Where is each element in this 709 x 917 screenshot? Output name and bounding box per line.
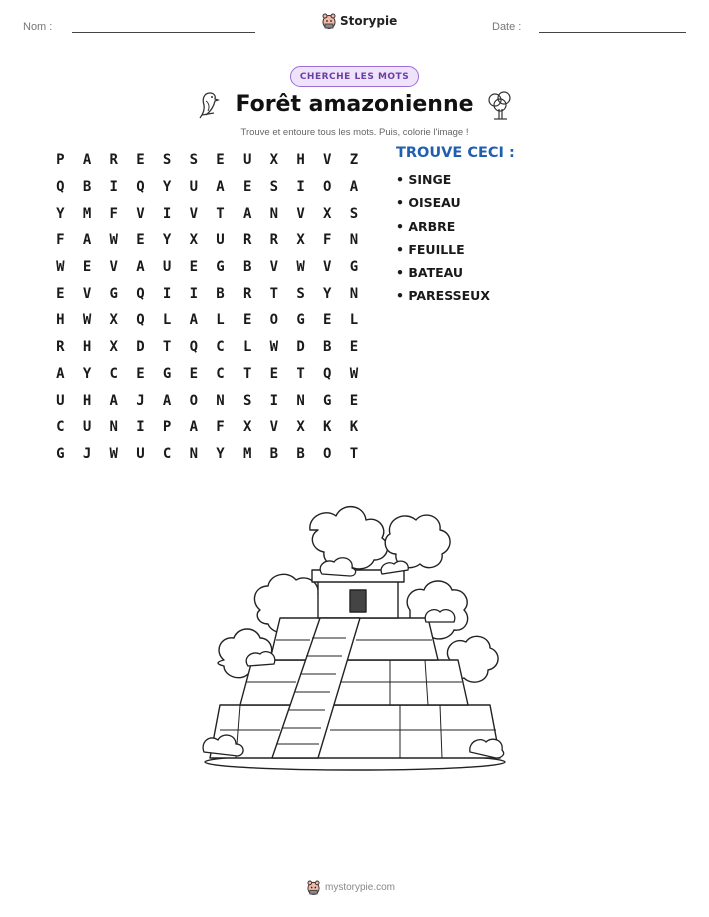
grid-cell[interactable]: U: [82, 419, 92, 436]
grid-cell[interactable]: B: [323, 339, 332, 356]
grid-cell[interactable]: R: [269, 232, 279, 249]
grid-cell[interactable]: G: [109, 285, 118, 302]
page-title: Forêt amazonienne: [235, 92, 474, 117]
grid-cell[interactable]: S: [189, 152, 198, 169]
grid-cell[interactable]: E: [189, 365, 198, 382]
word-item: • SINGE: [396, 172, 452, 187]
grid-cell[interactable]: A: [109, 392, 118, 409]
grid-cell[interactable]: W: [349, 365, 359, 382]
grid-cell[interactable]: N: [349, 285, 359, 302]
grid-cell[interactable]: E: [82, 259, 92, 276]
grid-cell[interactable]: Y: [162, 232, 172, 249]
grid-cell[interactable]: A: [136, 259, 145, 276]
grid-cell[interactable]: E: [136, 365, 145, 382]
grid-cell[interactable]: L: [349, 312, 359, 329]
grid-cell[interactable]: S: [296, 285, 305, 302]
grid-cell[interactable]: G: [56, 445, 65, 462]
word-item: • FEUILLE: [396, 241, 465, 257]
grid-cell[interactable]: U: [242, 152, 252, 169]
grid-cell[interactable]: D: [136, 339, 145, 356]
grid-cell[interactable]: D: [296, 339, 305, 356]
word-item: • ARBRE: [396, 218, 456, 234]
grid-cell[interactable]: N: [216, 392, 225, 409]
grid-cell[interactable]: B: [216, 285, 225, 302]
grid-cell[interactable]: Y: [82, 365, 92, 382]
grid-cell[interactable]: P: [162, 419, 172, 436]
grid-cell[interactable]: O: [189, 392, 198, 409]
grid-cell[interactable]: T: [349, 445, 359, 462]
grid-cell[interactable]: X: [323, 205, 332, 222]
grid-cell[interactable]: F: [323, 232, 332, 249]
grid-cell[interactable]: N: [109, 419, 118, 436]
grid-cell[interactable]: Y: [323, 285, 332, 302]
grid-cell[interactable]: W: [269, 339, 279, 356]
footer: [307, 880, 395, 895]
grid-cell[interactable]: E: [269, 365, 279, 382]
grid-cell[interactable]: P: [56, 152, 65, 169]
grid-cell[interactable]: T: [296, 365, 305, 382]
grid-cell[interactable]: Q: [136, 312, 145, 329]
name-label: Nom :: [23, 21, 53, 33]
grid-cell[interactable]: Y: [216, 445, 225, 462]
grid-cell[interactable]: A: [242, 205, 252, 222]
grid-cell[interactable]: E: [136, 152, 145, 169]
grid-cell[interactable]: E: [349, 339, 359, 356]
grid-cell[interactable]: A: [82, 152, 92, 169]
grid-cell[interactable]: L: [242, 339, 252, 356]
grid-cell[interactable]: G: [349, 259, 359, 276]
grid-cell[interactable]: W: [109, 445, 118, 462]
grid-cell[interactable]: T: [162, 339, 172, 356]
grid-cell[interactable]: S: [162, 152, 172, 169]
storypie-mascot-icon: [322, 13, 336, 29]
grid-cell[interactable]: S: [269, 179, 279, 196]
grid-cell[interactable]: M: [242, 445, 252, 462]
grid-cell[interactable]: T: [242, 365, 252, 382]
grid-cell[interactable]: C: [109, 365, 118, 382]
grid-cell[interactable]: I: [162, 205, 172, 222]
grid-cell[interactable]: A: [56, 365, 65, 382]
grid-cell[interactable]: V: [109, 259, 118, 276]
grid-cell[interactable]: E: [349, 392, 359, 409]
grid-cell[interactable]: C: [216, 339, 225, 356]
grid-cell[interactable]: E: [216, 152, 225, 169]
grid-cell[interactable]: T: [216, 205, 225, 222]
grid-cell[interactable]: F: [109, 205, 118, 222]
grid-cell[interactable]: I: [189, 285, 198, 302]
grid-cell[interactable]: O: [269, 312, 279, 329]
grid-cell[interactable]: A: [216, 179, 225, 196]
grid-cell[interactable]: V: [269, 259, 279, 276]
grid-cell[interactable]: L: [216, 312, 225, 329]
grid-cell[interactable]: E: [242, 312, 252, 329]
grid-cell[interactable]: H: [82, 392, 92, 409]
grid-cell[interactable]: M: [82, 205, 92, 222]
grid-cell[interactable]: L: [162, 312, 172, 329]
grid-cell[interactable]: G: [216, 259, 225, 276]
grid-cell[interactable]: U: [162, 259, 172, 276]
grid-cell[interactable]: X: [189, 232, 198, 249]
grid-cell[interactable]: Z: [349, 152, 359, 169]
grid-cell[interactable]: G: [162, 365, 172, 382]
grid-cell[interactable]: U: [216, 232, 225, 249]
word-list: [396, 172, 490, 312]
grid-cell[interactable]: I: [162, 285, 172, 302]
grid-cell[interactable]: E: [189, 259, 198, 276]
grid-cell[interactable]: O: [323, 179, 332, 196]
grid-cell[interactable]: V: [189, 205, 198, 222]
storypie-mascot-icon: [307, 880, 320, 895]
grid-cell[interactable]: E: [242, 179, 252, 196]
activity-badge: CHERCHE LES MOTS: [290, 66, 419, 87]
grid-cell[interactable]: V: [136, 205, 145, 222]
grid-cell[interactable]: R: [242, 232, 252, 249]
grid-cell[interactable]: X: [296, 232, 305, 249]
grid-cell[interactable]: K: [349, 419, 359, 436]
grid-cell[interactable]: I: [109, 179, 118, 196]
grid-cell[interactable]: W: [56, 259, 65, 276]
date-line: [539, 32, 686, 33]
grid-cell[interactable]: X: [109, 339, 118, 356]
grid-cell[interactable]: H: [56, 312, 65, 329]
grid-cell[interactable]: A: [349, 179, 359, 196]
grid-cell[interactable]: W: [82, 312, 92, 329]
grid-cell[interactable]: K: [323, 419, 332, 436]
grid-cell[interactable]: N: [189, 445, 198, 462]
word-item: • PARESSEUX: [396, 288, 490, 304]
grid-cell[interactable]: U: [189, 179, 198, 196]
grid-cell[interactable]: A: [189, 312, 198, 329]
grid-cell[interactable]: X: [109, 312, 118, 329]
instructions: Trouve et entoure tous les mots. Puis, colorie l'image !: [240, 127, 469, 138]
grid-cell[interactable]: C: [162, 445, 172, 462]
word-item: • BATEAU: [396, 265, 464, 281]
grid-cell[interactable]: I: [136, 419, 145, 436]
grid-cell[interactable]: X: [269, 152, 279, 169]
grid-cell[interactable]: B: [82, 179, 92, 196]
grid-cell[interactable]: V: [296, 205, 305, 222]
grid-cell[interactable]: J: [82, 445, 92, 462]
grid-cell[interactable]: G: [296, 312, 305, 329]
grid-cell[interactable]: R: [109, 152, 118, 169]
jungle-temple-coloring-image[interactable]: [200, 490, 510, 775]
find-list-title: TROUVE CECI :: [396, 145, 515, 161]
grid-cell[interactable]: C: [216, 365, 225, 382]
grid-cell[interactable]: Q: [189, 339, 198, 356]
grid-cell[interactable]: A: [162, 392, 172, 409]
word-search-grid[interactable]: [47, 147, 367, 467]
grid-cell[interactable]: Q: [136, 285, 145, 302]
grid-cell[interactable]: B: [296, 445, 305, 462]
grid-cell[interactable]: W: [109, 232, 118, 249]
grid-cell[interactable]: A: [82, 232, 92, 249]
grid-cell[interactable]: Q: [323, 365, 332, 382]
footer-url: mystorypie.com: [325, 882, 396, 893]
grid-cell[interactable]: X: [296, 419, 305, 436]
date-label: Date :: [492, 21, 522, 33]
grid-cell[interactable]: X: [242, 419, 252, 436]
grid-cell[interactable]: F: [216, 419, 225, 436]
grid-cell[interactable]: Q: [136, 179, 145, 196]
grid-cell[interactable]: V: [82, 285, 92, 302]
grid-cell[interactable]: V: [323, 152, 332, 169]
grid-cell[interactable]: N: [269, 205, 279, 222]
grid-cell[interactable]: E: [323, 312, 332, 329]
grid-cell[interactable]: Y: [56, 205, 65, 222]
grid-cell[interactable]: N: [349, 232, 359, 249]
grid-cell[interactable]: A: [189, 419, 198, 436]
grid-cell[interactable]: H: [82, 339, 92, 356]
brand-logo: [322, 13, 397, 29]
grid-cell[interactable]: E: [136, 232, 145, 249]
grid-cell[interactable]: N: [296, 392, 305, 409]
grid-cell[interactable]: I: [269, 392, 279, 409]
grid-cell[interactable]: W: [296, 259, 305, 276]
grid-cell[interactable]: I: [296, 179, 305, 196]
grid-cell[interactable]: E: [56, 285, 65, 302]
name-line: [72, 32, 255, 33]
grid-cell[interactable]: U: [136, 445, 145, 462]
grid-cell[interactable]: U: [56, 392, 65, 409]
grid-cell[interactable]: J: [136, 392, 145, 409]
grid-cell[interactable]: C: [56, 419, 65, 436]
grid-cell[interactable]: V: [269, 419, 279, 436]
grid-cell[interactable]: B: [242, 259, 252, 276]
grid-cell[interactable]: Y: [162, 179, 172, 196]
grid-cell[interactable]: S: [349, 205, 359, 222]
brand-name: Storypie: [340, 14, 398, 28]
grid-cell[interactable]: O: [323, 445, 332, 462]
grid-cell[interactable]: Q: [56, 179, 65, 196]
grid-cell[interactable]: F: [56, 232, 65, 249]
grid-cell[interactable]: R: [56, 339, 65, 356]
grid-cell[interactable]: H: [296, 152, 305, 169]
word-item: • OISEAU: [396, 195, 461, 211]
grid-cell[interactable]: G: [323, 392, 332, 409]
grid-cell[interactable]: T: [269, 285, 279, 302]
grid-cell[interactable]: S: [242, 392, 252, 409]
grid-cell[interactable]: B: [269, 445, 279, 462]
grid-cell[interactable]: V: [323, 259, 332, 276]
grid-cell[interactable]: R: [242, 285, 252, 302]
